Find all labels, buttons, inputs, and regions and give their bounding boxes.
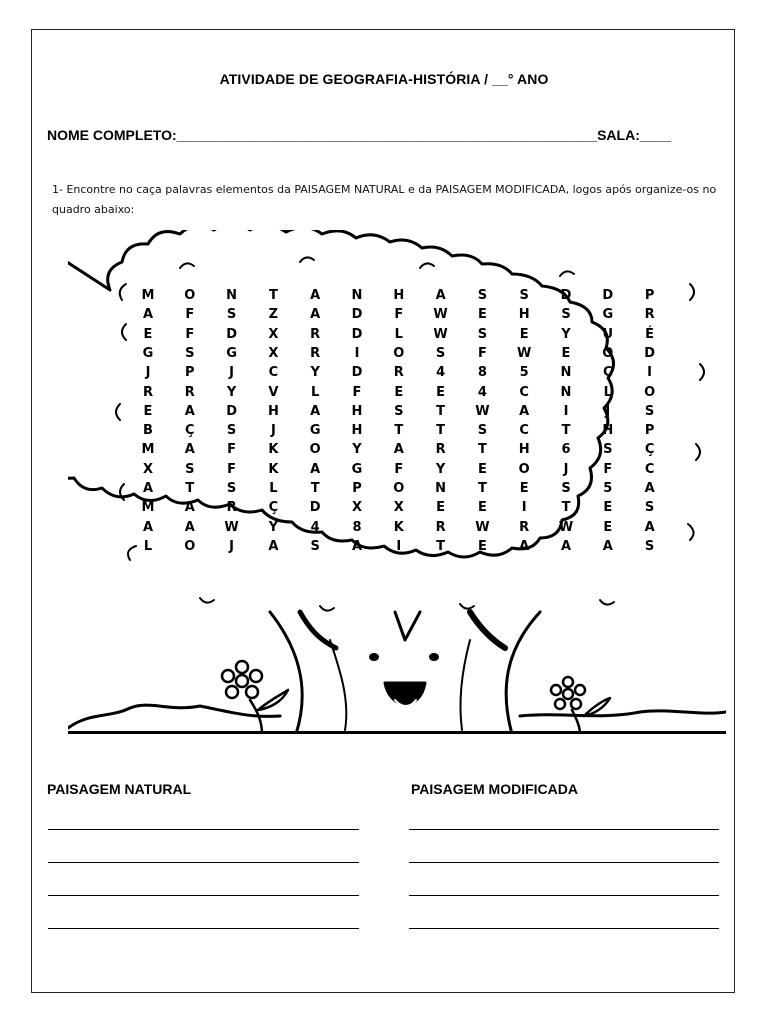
grid-letter: S [226, 423, 237, 439]
grid-letter: A [435, 288, 446, 303]
grid-letter: H [351, 423, 363, 439]
grid-letter: J [563, 461, 569, 477]
grid-letter: A [184, 500, 195, 516]
grid-letter: E [561, 345, 571, 361]
grid-letter: D [226, 326, 237, 342]
grid-letter: S [603, 442, 613, 458]
grid-letter: E [477, 307, 487, 323]
grid-letter: Y [435, 461, 446, 477]
grid-letter: N [435, 481, 447, 496]
grid-letter: T [436, 423, 446, 439]
grid-letter: O [393, 345, 405, 361]
grid-letter: H [267, 403, 279, 419]
grid-letter: F [352, 384, 362, 400]
grid-letter: J [270, 423, 276, 439]
answer-line[interactable] [409, 829, 719, 830]
grid-letter: A [644, 481, 655, 496]
grid-letter: R [644, 307, 655, 323]
grid-letter: Z [268, 307, 279, 323]
grid-letter: A [184, 442, 195, 458]
grid-letter: Y [310, 365, 320, 381]
grid-letter: A [184, 403, 195, 419]
answer-line[interactable] [409, 895, 719, 896]
grid-letter: A [644, 519, 655, 535]
grid-letter: S [519, 288, 529, 303]
grid-letter: E [477, 461, 487, 477]
grid-letter: S [644, 538, 655, 554]
grid-letter: Y [352, 442, 362, 458]
grid-letter: T [436, 538, 446, 554]
grid-letter: C [519, 384, 529, 400]
grid-letter: O [309, 442, 321, 458]
grid-letter: S [435, 345, 446, 361]
grid-letter: Y [226, 384, 237, 400]
grid-letter: A [560, 538, 572, 554]
grid-letter: D [644, 345, 655, 361]
grid-letter: F [185, 307, 195, 323]
grid-letter: X [268, 326, 279, 342]
grid-letter: D [351, 365, 363, 381]
grid-letter: F [227, 461, 237, 477]
grid-letter: R [142, 384, 153, 400]
grid-letter: 8 [352, 519, 362, 535]
grid-letter: L [143, 538, 153, 554]
grid-letter: C [519, 423, 529, 439]
grid-letter: 5 [519, 365, 529, 381]
grid-letter: E [143, 403, 153, 419]
grid-letter: A [142, 307, 154, 323]
grid-letter: H [518, 442, 530, 458]
grid-letter: S [477, 423, 488, 439]
left-flower-icon [222, 661, 288, 734]
grid-letter: S [644, 403, 655, 419]
grid-letter: T [561, 423, 571, 439]
grid-letter: H [351, 403, 363, 419]
grid-letter: I [354, 345, 360, 361]
grid-letter: A [310, 461, 321, 477]
grid-letter: N [560, 384, 572, 400]
grid-letter: S [394, 403, 404, 419]
grid-letter: B [143, 423, 153, 439]
grid-letter: E [519, 481, 529, 496]
grid-letter: W [475, 403, 490, 419]
grid-letter: Ç [603, 365, 613, 381]
grid-letter: D [602, 288, 614, 303]
grid-letter: P [644, 423, 655, 439]
grid-letter: T [268, 288, 278, 303]
grid-letter: R [310, 326, 321, 342]
grid-letter: R [435, 519, 446, 535]
grid-letter: G [602, 307, 614, 323]
grid-letter: F [394, 307, 404, 323]
grid-letter: D [351, 326, 363, 342]
grid-letter: J [229, 365, 235, 381]
grid-letter: E [394, 384, 404, 400]
grid-letter: A [351, 538, 363, 554]
grid-letter: M [141, 288, 155, 303]
grid-letter: G [226, 345, 237, 361]
grid-letter: G [351, 461, 363, 477]
grid-letter: Ç [268, 500, 279, 516]
grid-letter: R [435, 442, 446, 458]
grid-letter: W [517, 345, 532, 361]
grid-letter: C [644, 461, 655, 477]
grid-letter: W [475, 519, 490, 535]
grid-letter: T [477, 481, 487, 496]
grid-letter: A [310, 403, 321, 419]
instruction-text: 1- Encontre no caça palavras elementos da PAISAGEM NATURAL e da PAISAGEM MODIFICADA, logos após organize-os no quadro abaixo: [52, 183, 717, 216]
grid-letter: A [519, 403, 530, 419]
grid-letter: M [141, 500, 155, 516]
grid-letter: P [185, 365, 195, 381]
grid-letter: R [393, 365, 404, 381]
grid-letter: T [436, 403, 446, 419]
grid-letter: W [558, 519, 574, 535]
grid-letter: S [477, 326, 488, 342]
grid-letter: S [477, 288, 488, 303]
grid-letter: E [143, 326, 153, 342]
answer-line[interactable] [48, 829, 359, 830]
tree-left-eye [369, 653, 379, 661]
grid-letter: 8 [477, 365, 487, 381]
modified-landscape-title: PAISAGEM MODIFICADA [411, 781, 578, 797]
grid-letter: L [603, 384, 612, 400]
grid-letter: R [184, 384, 195, 400]
grid-letter: F [394, 461, 404, 477]
grid-letter: G [142, 345, 154, 361]
grid-letter: D [560, 288, 572, 303]
grid-letter: T [477, 442, 487, 458]
grid-letter: E [603, 519, 613, 535]
answer-line[interactable] [48, 928, 359, 929]
grid-letter: J [145, 365, 151, 381]
grid-letter: S [226, 307, 237, 323]
worksheet-title: ATIVIDADE DE GEOGRAFIA-HISTÓRIA / __° ANO [219, 71, 549, 87]
grid-letter: H [602, 423, 614, 439]
grid-letter: O [518, 461, 530, 477]
grid-letter: A [602, 538, 613, 554]
grid-letter: X [393, 500, 404, 516]
grid-letter: S [226, 481, 237, 496]
grid-letter: L [311, 384, 320, 400]
name-and-class-field[interactable]: NOME COMPLETO:______________________________________________________SALA:____ [47, 127, 671, 143]
grid-letter: J [229, 538, 235, 554]
grid-letter: 5 [603, 481, 613, 496]
grid-letter: S [185, 461, 195, 477]
grid-letter: V [268, 384, 279, 400]
grid-letter: T [561, 500, 571, 516]
answer-line[interactable] [48, 862, 359, 863]
grid-letter: S [561, 481, 571, 496]
grid-letter: F [185, 326, 195, 342]
grid-letter: K [393, 519, 404, 535]
grid-letter: E [436, 500, 446, 516]
grid-letter: N [226, 288, 238, 303]
grid-letter: W [433, 307, 448, 323]
grid-letter: O [602, 345, 614, 361]
grid-letter: S [185, 345, 195, 361]
grid-letter: Y [561, 326, 571, 342]
grid-letter: E [519, 326, 529, 342]
grid-letter: E [436, 384, 446, 400]
grid-letter: N [560, 365, 572, 381]
grid-letter: E [603, 500, 613, 516]
grid-letter: U [602, 326, 614, 342]
grid-letter: A [268, 538, 279, 554]
grid-letter: E [477, 538, 487, 554]
grid-letter: I [396, 538, 402, 554]
grid-letter: L [394, 326, 403, 342]
grid-letter: O [393, 481, 405, 496]
grid-letter: N [351, 288, 363, 303]
grid-letter: M [141, 442, 155, 458]
grid-letter: W [433, 326, 448, 342]
grid-letter: W [224, 519, 239, 535]
grid-letter: C [268, 365, 279, 381]
grid-letter: A [142, 519, 154, 535]
grid-letter: I [521, 500, 527, 516]
grid-letter: D [351, 307, 363, 323]
grid-letter: T [310, 481, 320, 496]
grid-letter: S [644, 500, 655, 516]
grid-letter: F [227, 442, 237, 458]
grid-letter: 4 [310, 519, 320, 535]
grid-letter: É [645, 326, 655, 342]
grid-letter: F [603, 461, 613, 477]
grid-letter: R [519, 519, 530, 535]
grid-letter: T [185, 481, 195, 496]
answer-line[interactable] [48, 895, 359, 896]
grid-letter: F [477, 345, 487, 361]
grid-letter: A [310, 288, 321, 303]
grid-letter: T [394, 423, 404, 439]
natural-landscape-title: PAISAGEM NATURAL [47, 781, 192, 797]
tree-right-eye [429, 653, 439, 661]
grid-letter: Y [268, 519, 279, 535]
grid-letter: S [310, 538, 320, 554]
grid-letter: I [647, 365, 653, 381]
grid-letter: E [477, 500, 487, 516]
grid-letter: A [310, 307, 321, 323]
grid-letter: P [352, 481, 362, 496]
grid-letter: A [184, 519, 195, 535]
grid-letter: R [310, 345, 321, 361]
grid-letter: I [563, 403, 569, 419]
grid-letter: X [142, 461, 154, 477]
grid-letter: A [142, 481, 154, 496]
grid-letter: 4 [477, 384, 487, 400]
grid-letter: J [605, 403, 611, 419]
grid-letter: D [226, 403, 237, 419]
grid-letter: O [184, 538, 196, 554]
grid-letter: 6 [561, 442, 571, 458]
grid-letter: G [309, 423, 321, 439]
grid-letter: 4 [436, 365, 446, 381]
grid-letter: X [351, 500, 363, 516]
grid-letter: X [268, 345, 279, 361]
answer-line[interactable] [409, 928, 719, 929]
grid-letter: H [393, 288, 405, 303]
grid-letter: K [268, 442, 279, 458]
grid-letter: Ç [644, 442, 655, 458]
grid-letter: A [519, 538, 530, 554]
grid-letter: O [184, 288, 196, 303]
grid-letter: Ç [185, 423, 195, 439]
grid-letter: K [268, 461, 279, 477]
grid-letter: D [309, 500, 321, 516]
grid-letter: O [644, 384, 656, 400]
grid-letter: L [269, 481, 278, 496]
grid-letter: R [226, 500, 237, 516]
right-flower-icon [551, 677, 610, 734]
grid-letter: A [393, 442, 404, 458]
grid-letter: S [561, 307, 571, 323]
answer-line[interactable] [409, 862, 719, 863]
grid-letter: P [644, 288, 655, 303]
grid-letter: H [518, 307, 530, 323]
